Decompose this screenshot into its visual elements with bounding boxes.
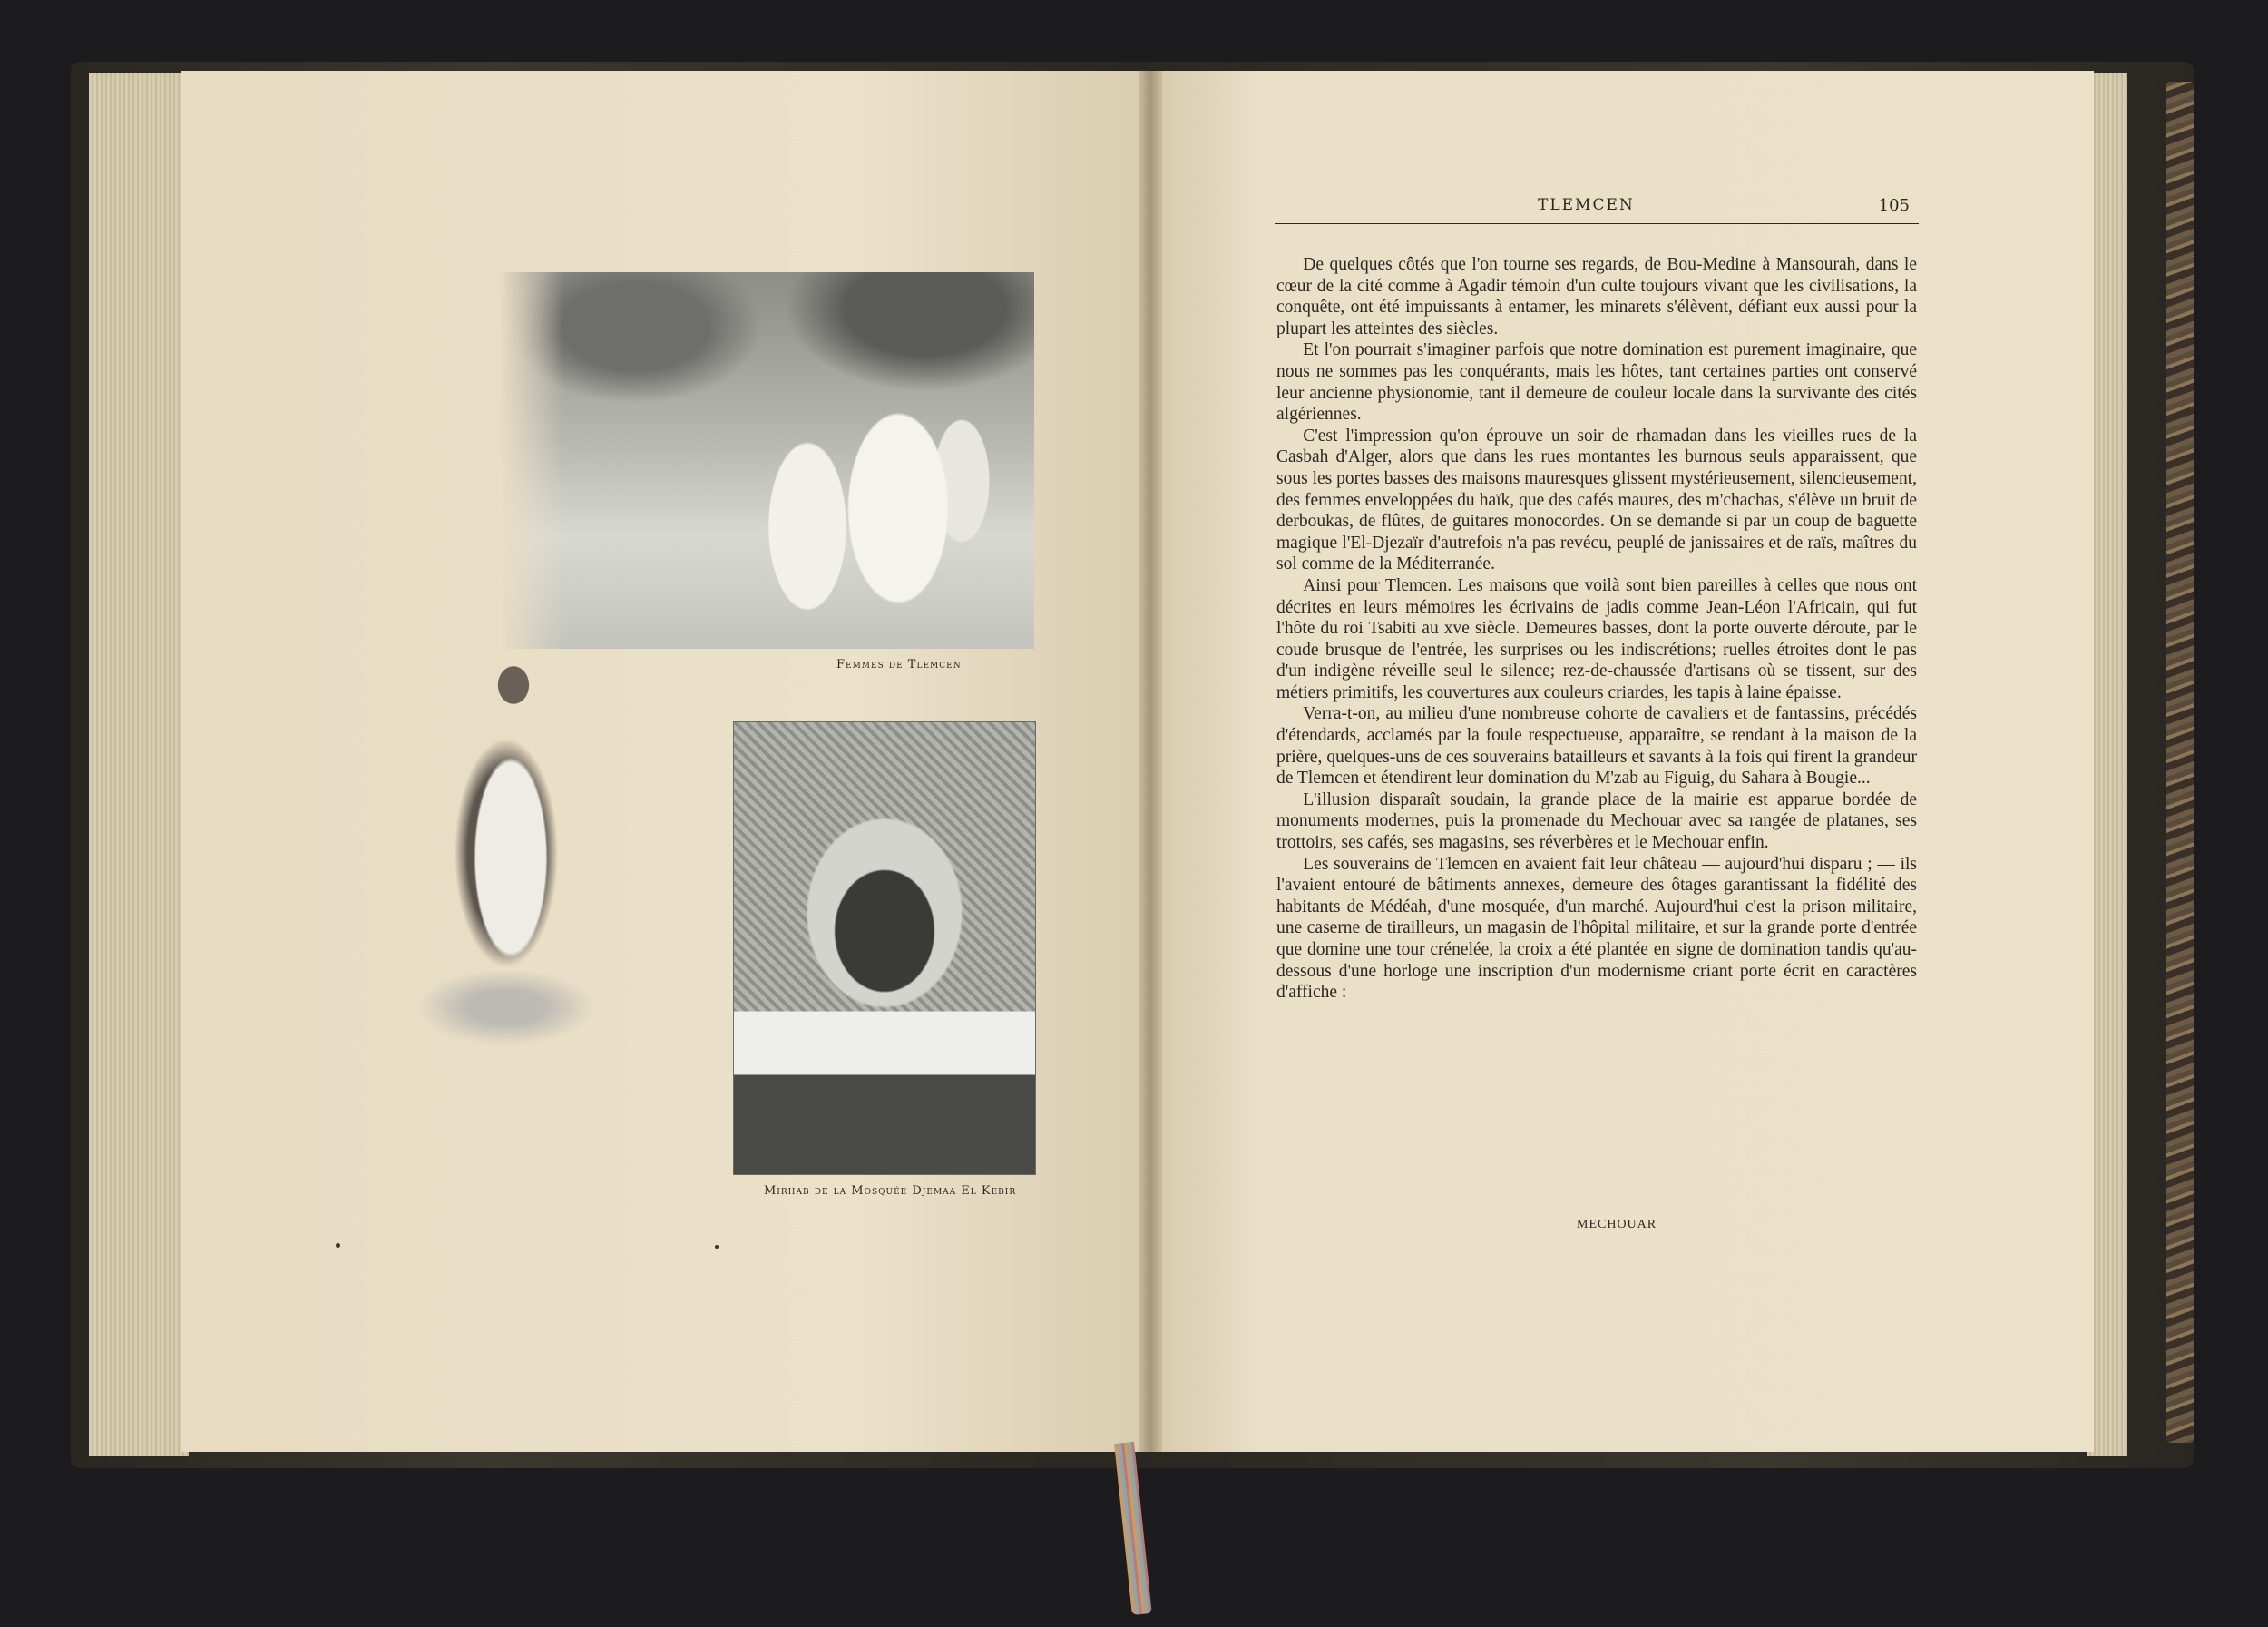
caption-mirhab: Mirhab de la Mosquée Djemaa El Kebir [764, 1184, 1017, 1198]
paragraph: De quelques côtés que l'on tourne ses regards, de Bou-Medine à Mansourah, dans le cœur de la cité comme à Agadir témoin d'un culte toujours vivant que les civilisations, la conquête, ont été impuissants à entamer, les minarets s'élèvent, défiant eux aussi pour la plupart les atteintes des siècles. [1276, 255, 1917, 338]
paragraph: Verra-t-on, au milieu d'une nombreuse cohorte de cavaliers et de fantassins, précédés d'étendards, acclamés par la foule respectueuse, apparaître, se rendant à la maison de la prière, quelques-uns de ces souverains batailleurs et savants à la fois qui firent la grandeur de Tlemcen et étendirent leur domination du M'zab au Figuig, du Sahara à Bougie... [1276, 704, 1917, 789]
page-number: 105 [1878, 196, 1910, 215]
paragraph: C'est l'impression qu'on éprouve un soir de rhamadan dans les vieilles rues de la Casbah d'Alger, alors que dans les rues montantes les burnous seuls apparaissent, que sous les portes basses des maisons mauresques glissent mystérieusement, silencieusement, des femmes enveloppées du haïk, que des cafés maures, des m'chachas, s'élève un bruit de derboukas, de flûtes, de guitares monocordes. On se demande si par un coup de baguette magique l'El-Djezaïr d'autrefois n'a pas revécu, peuplé de janissaires et de raïs, maîtres du sol comme de la Méditerranée. [1276, 426, 1917, 574]
paragraph: Ainsi pour Tlemcen. Les maisons que voilà sont bien pareilles à celles que nous ont décrites en leurs mémoires les écrivains de jadis comme Jean-Léon l'Africain, qui fut l'hôte du roi Tsabiti au xve siècle. Demeures basses, dont la porte ouverte déroute, par le coude brusque de l'entrée, les surprises ou les indiscrétions; ruelles étroites dont le pas d'un indigène réveille seul le silence; rez-de-chaussée d'artisans où se tissent, sur des métiers primitifs, les couvertures aux couleurs criardes, les tapis à laine épaisse. [1276, 575, 1917, 702]
running-title: TLEMCEN [1538, 196, 1635, 214]
marbled-board-edge [2166, 82, 2194, 1443]
paragraph: L'illusion disparaît soudain, la grande place de la mairie est apparue bordée de monuments modernes, puis la promenade du Mechouar avec sa rangée de platanes, ses trottoirs, ses cafés, ses magasins, ses réverbères et le Mechouar enfin. [1276, 789, 1917, 853]
left-page-edges [89, 73, 189, 1456]
closing-inscription: MECHOUAR [1577, 1218, 1657, 1231]
paragraph: Et l'on pourrait s'imaginer parfois que notre domination est purement imaginaire, que nous ne sommes pas les conquérants, mais les hôtes, tant certaines parties ont conservé leur ancienne physionomie, tant il demeure de couleur locale dans la survivante des cités algériennes. [1276, 340, 1917, 425]
book-gutter [1139, 71, 1162, 1452]
caption-women: Femmes de Tlemcen [836, 658, 962, 671]
paragraph: Les souverains de Tlemcen en avaient fait leur château — aujourd'hui disparu ; — ils l'avaient entouré de bâtiments annexes, demeure des ôtages garantissant la fidélité des habitants de Médéah, d'une mosquée, d'un marché. Aujourd'hui c'est la prison militaire, une caserne de tirailleurs, un magasin de l'hôpital militaire, et sur la grande porte d'entrée que domine une tour crénelée, la croix a été plantée en signe de domination tandis qu'au-dessous d'une horloge une inscription d'un modernisme criant porte écrit en caractères d'affiche : [1276, 854, 1917, 1003]
page-speck [336, 1243, 340, 1248]
page-speck [715, 1245, 719, 1249]
photo-mirhab-mosque [733, 721, 1036, 1175]
running-head [1275, 196, 1919, 224]
photo-girl-portrait [379, 644, 629, 1062]
body-text [1276, 254, 1917, 1004]
photo-women-of-tlemcen [499, 272, 1034, 649]
